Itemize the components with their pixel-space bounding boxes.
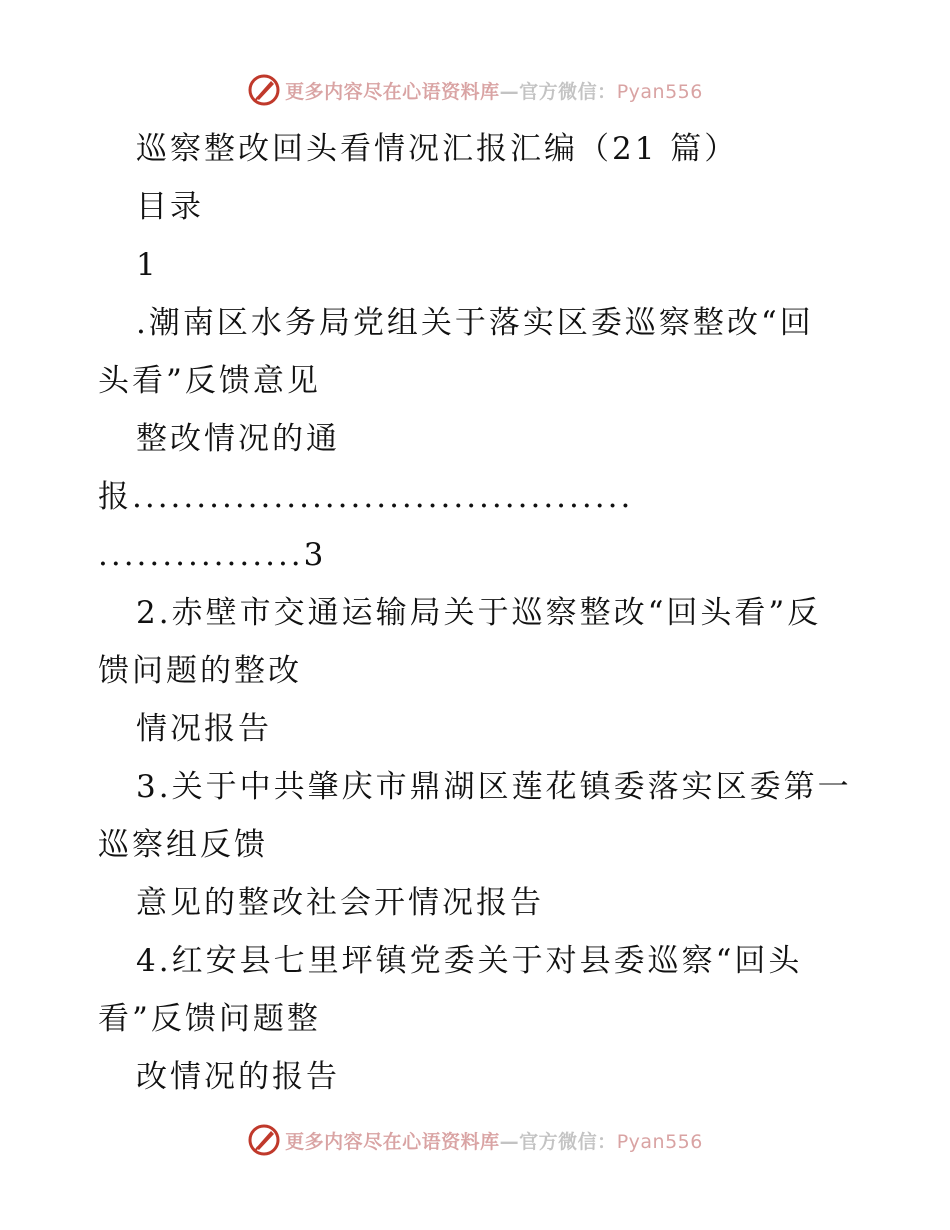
banner-wechat-label: —官方微信： — [499, 1130, 617, 1153]
toc-entry-line: 情况报告 — [136, 711, 272, 747]
toc-entry-line: 整改情况的通 — [136, 421, 340, 457]
banner-wechat-id: Pyan556 — [616, 1130, 703, 1153]
toc-entry-line: 2.赤壁市交通运输局关于巡察整改“回头看”反 — [136, 595, 822, 631]
toc-entry-line: 3.关于中共肇庆市鼎湖区莲花镇委落实区委第一 — [136, 769, 852, 805]
header-banner — [0, 70, 950, 110]
banner-text — [285, 77, 703, 104]
toc-entry-line: 馈问题的整改 — [98, 653, 302, 689]
banner-site-name: 更多内容尽在心语资料库 — [285, 80, 500, 103]
banner-wechat-id: Pyan556 — [616, 80, 703, 103]
toc-entry-line: 意见的整改社会开情况报告 — [136, 885, 544, 921]
toc-entry-line: 头看”反馈意见 — [98, 363, 321, 399]
quill-pen-seal-icon — [247, 1123, 281, 1157]
document-title: 巡察整改回头看情况汇报汇编（21 篇） — [136, 131, 739, 167]
toc-leader-line: 报....................................... — [98, 479, 634, 515]
banner-wechat-label: —官方微信： — [499, 80, 617, 103]
toc-entry-line: 改情况的报告 — [136, 1059, 340, 1095]
toc-entry-number: 1 — [136, 247, 159, 283]
toc-heading: 目录 — [136, 189, 204, 225]
footer-banner — [0, 1120, 950, 1160]
toc-entry-line: 看”反馈问题整 — [98, 1001, 321, 1037]
document-body — [98, 120, 858, 1106]
toc-entry-line: .潮南区水务局党组关于落实区委巡察整改“回 — [136, 305, 814, 341]
banner-site-name: 更多内容尽在心语资料库 — [285, 1130, 500, 1153]
toc-entry-line: 4.红安县七里坪镇党委关于对县委巡察“回头 — [136, 943, 803, 979]
toc-leader-page: ................3 — [98, 537, 327, 573]
banner-text — [285, 1127, 703, 1154]
quill-pen-seal-icon — [247, 73, 281, 107]
toc-entry-line: 巡察组反馈 — [98, 827, 268, 863]
